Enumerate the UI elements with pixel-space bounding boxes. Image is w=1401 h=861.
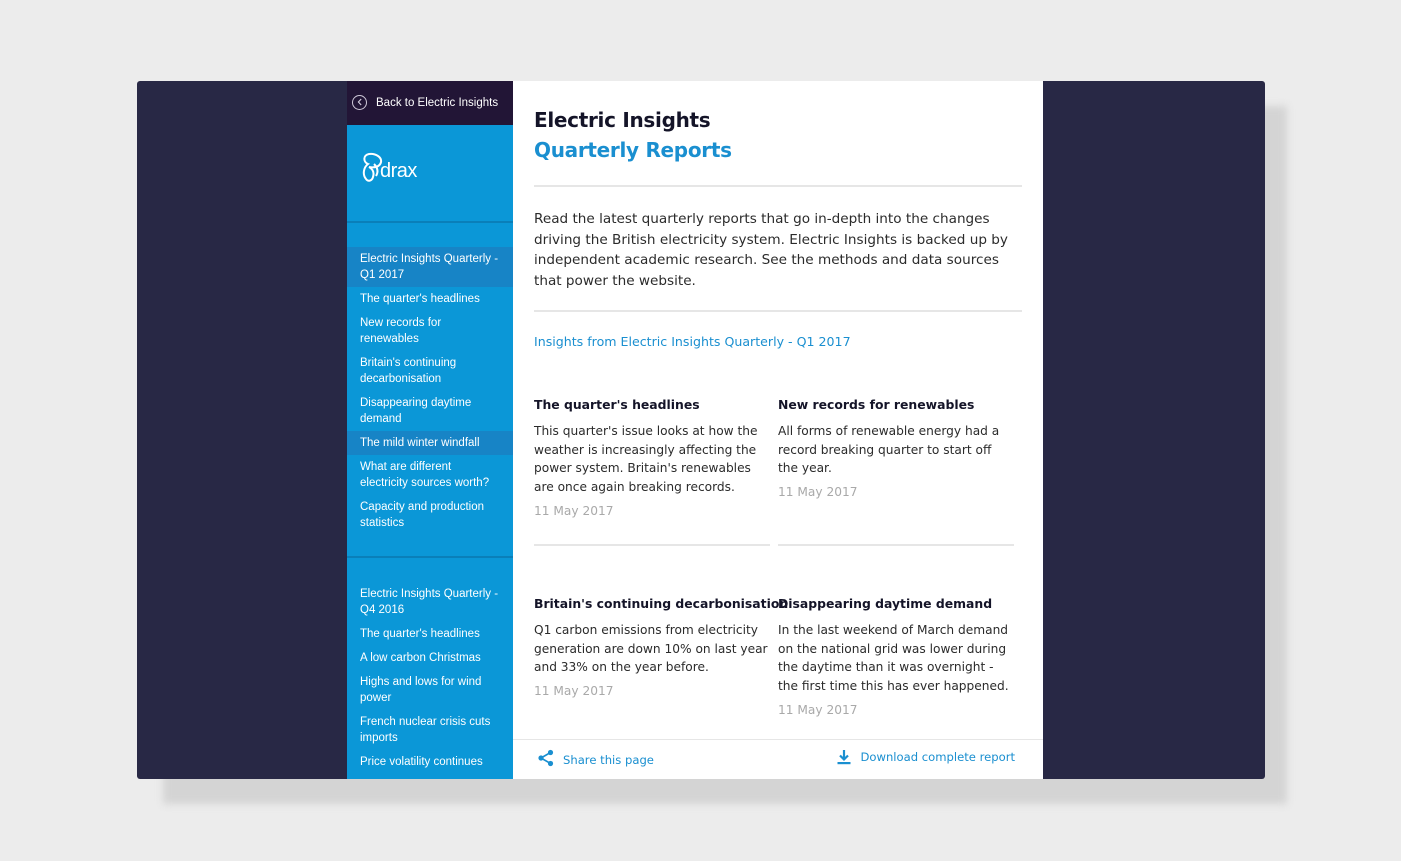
article-date: 11 May 2017 — [778, 485, 858, 500]
article-date: 11 May 2017 — [534, 503, 614, 518]
nav-group-q1-2017 — [347, 223, 513, 535]
sidebar — [347, 81, 513, 779]
article-summary: This quarter's issue looks at how the weather is increasingly affecting the power system. Britain's renewables are once again breaking records. — [534, 424, 758, 495]
sidebar-item-q4-2016[interactable]: Electric Insights Quarterly - Q4 2016 — [360, 588, 499, 616]
sidebar-item-new-records-renewables[interactable]: New records for renewables — [360, 317, 442, 345]
article-title[interactable]: The quarter's headlines — [534, 397, 700, 412]
download-icon — [836, 749, 852, 765]
chevron-left-icon — [352, 95, 367, 110]
article-date: 11 May 2017 — [778, 702, 858, 717]
article-card[interactable] — [778, 596, 1014, 717]
insights-q1-2017-link[interactable]: Insights from Electric Insights Quarterly - Q1 2017 — [534, 334, 851, 349]
card-divider — [534, 544, 770, 546]
article-card[interactable] — [534, 596, 789, 699]
nav-group-q4-2016 — [347, 558, 513, 774]
sidebar-item-quarters-headlines[interactable]: The quarter's headlines — [360, 293, 480, 305]
sidebar-item-electricity-sources-worth[interactable]: What are different electricity sources worth? — [360, 461, 490, 489]
download-report-button[interactable] — [836, 749, 1015, 765]
article-summary: In the last weekend of March demand on the national grid was lower during the daytime than it was overnight - the first time this has ever happened. — [778, 623, 1009, 694]
sidebar-item-quarters-headlines-q4[interactable]: The quarter's headlines — [360, 628, 480, 640]
sidebar-item-disappearing-daytime-demand[interactable]: Disappearing daytime demand — [360, 397, 472, 425]
sidebar-item-low-carbon-christmas[interactable]: A low carbon Christmas — [360, 652, 481, 664]
sidebar-item-french-nuclear-crisis[interactable]: French nuclear crisis cuts imports — [360, 716, 491, 744]
article-title[interactable]: Disappearing daytime demand — [778, 596, 993, 611]
intro-text: Read the latest quarterly reports that go in-depth into the changes driving the British electricity system. Electric Insights is backed up by independent academic research. See the methods and data sources that power the website. — [534, 211, 1008, 289]
download-label: Download complete report — [860, 750, 1015, 764]
sidebar-item-q1-2017[interactable]: Electric Insights Quarterly - Q1 2017 — [347, 247, 513, 287]
share-icon — [537, 749, 555, 767]
article-title[interactable]: Britain's continuing decarbonisation — [534, 596, 789, 611]
divider — [534, 310, 1022, 312]
page-subtitle: Quarterly Reports — [534, 138, 732, 162]
article-card[interactable] — [534, 397, 770, 518]
sidebar-item-capacity-production-statistics[interactable]: Capacity and production statistics — [360, 501, 485, 529]
main-content — [513, 81, 1043, 779]
app-window — [137, 81, 1265, 779]
sidebar-item-price-volatility[interactable]: Price volatility continues — [360, 756, 483, 768]
article-summary: All forms of renewable energy had a record breaking quarter to start off the year. — [778, 424, 1000, 476]
sidebar-item-mild-winter-windfall[interactable]: The mild winter windfall — [347, 431, 513, 455]
drax-logo[interactable] — [360, 151, 417, 185]
back-to-electric-insights-link[interactable] — [347, 81, 513, 125]
sidebar-item-highs-lows-wind[interactable]: Highs and lows for wind power — [360, 676, 482, 704]
sidebar-item-continuing-decarbonisation[interactable]: Britain's continuing decarbonisation — [360, 357, 457, 385]
article-card[interactable] — [778, 397, 1014, 499]
article-summary: Q1 carbon emissions from electricity generation are down 10% on last year and 33% on the year before. — [534, 623, 768, 675]
share-page-button[interactable] — [537, 749, 654, 767]
content-footer — [513, 739, 1043, 779]
article-title[interactable]: New records for renewables — [778, 397, 975, 412]
logo-wordmark: drax — [380, 160, 417, 182]
card-divider — [778, 544, 1014, 546]
back-link-label: Back to Electric Insights — [376, 97, 499, 109]
article-date: 11 May 2017 — [534, 684, 614, 699]
divider — [534, 185, 1022, 187]
logo-area — [347, 125, 513, 223]
share-label: Share this page — [563, 752, 654, 767]
page-title: Electric Insights — [534, 108, 711, 132]
